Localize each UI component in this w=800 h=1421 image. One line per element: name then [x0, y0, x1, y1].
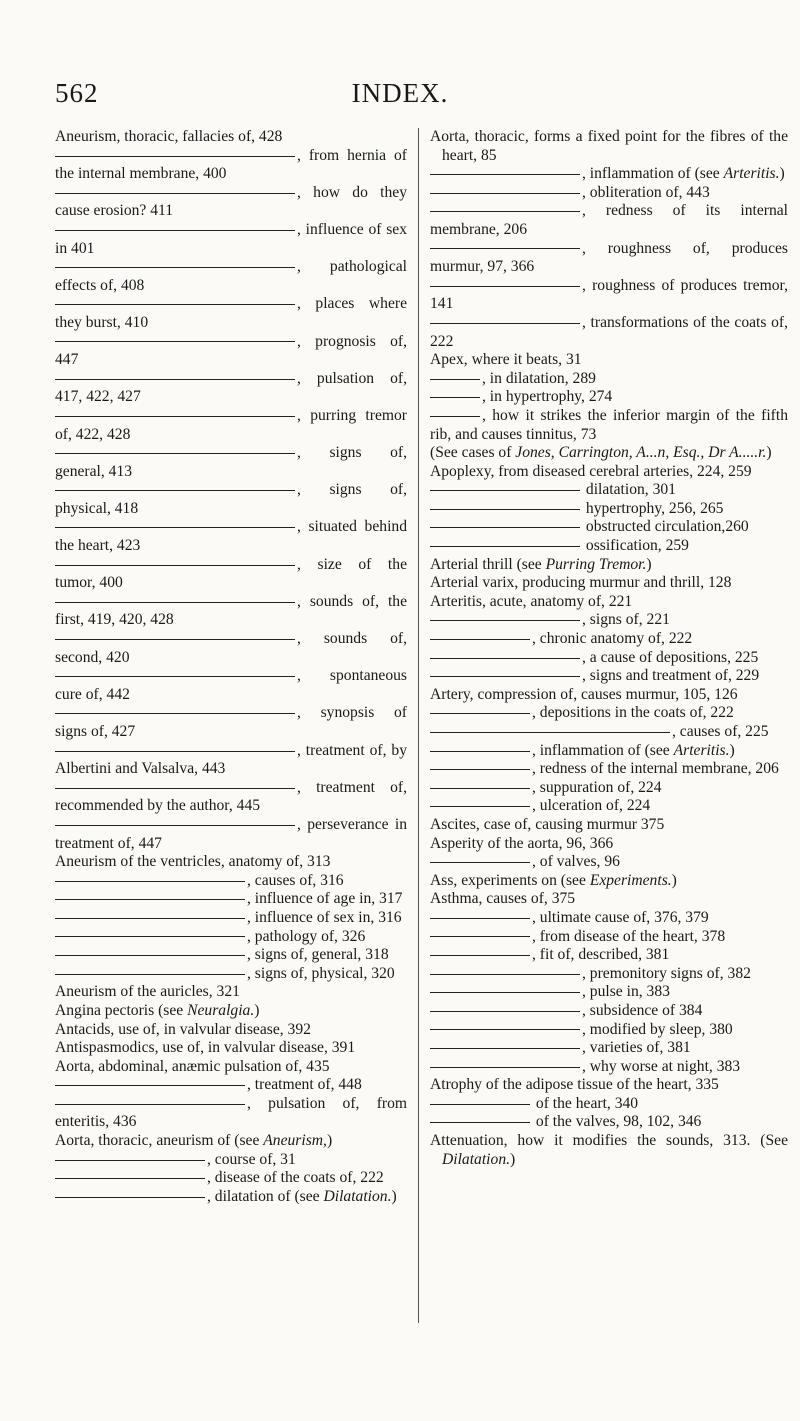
ditto-rule — [430, 806, 530, 807]
index-subentry — [430, 1021, 788, 1040]
ditto-rule — [430, 286, 580, 287]
entry-text: , pathological effects of, 408 — [55, 258, 407, 294]
index-subentry — [55, 779, 407, 816]
entry-text: Asthma, causes of, 375 — [430, 890, 576, 908]
index-subentry — [430, 853, 788, 872]
ditto-rule — [430, 788, 530, 789]
ditto-rule — [55, 1085, 245, 1086]
index-subentry — [430, 388, 788, 407]
ditto-rule — [430, 769, 530, 770]
index-entry — [430, 593, 788, 612]
index-subentry — [430, 1113, 788, 1132]
entry-text: Angina pectoris (see — [55, 1001, 188, 1019]
index-subentry — [430, 240, 788, 277]
entry-text: , subsidence of 384 — [582, 1001, 703, 1019]
ditto-rule — [55, 1178, 205, 1179]
entry-text: , signs of, general, 318 — [247, 946, 389, 964]
index-entry — [430, 574, 788, 593]
index-subentry — [430, 370, 788, 389]
entry-text: , roughness of produces tremor, 141 — [430, 276, 788, 313]
ditto-rule — [430, 323, 580, 324]
entry-text: Atrophy of the adipose tissue of the heart, 335 — [430, 1076, 719, 1094]
entry-text: , premonitory signs of, 382 — [582, 964, 751, 982]
entry-text: , influence of age in, 317 — [247, 890, 403, 908]
entry-text: , from disease of the heart, 378 — [532, 927, 726, 945]
entry-crossref: Arteritis. — [673, 741, 730, 759]
entry-text: , modified by sleep, 380 — [582, 1020, 733, 1038]
ditto-rule — [430, 918, 530, 919]
entry-text: , roughness of, produces murmur, 97, 366 — [430, 239, 788, 276]
entry-text: Aneurism of the ventricles, anatomy of, 313 — [55, 853, 331, 871]
index-subentry — [55, 1076, 407, 1095]
entry-text: , pulsation of, from enteritis, 436 — [55, 1094, 407, 1131]
entry-text: , signs of, 221 — [582, 611, 670, 629]
entry-crossref: Jones, Carrington, A...n, Esq., Dr A.....r. — [515, 444, 767, 462]
index-subentry — [55, 481, 407, 518]
ditto-rule — [430, 676, 580, 677]
ditto-rule — [55, 825, 295, 826]
ditto-rule — [55, 639, 295, 640]
index-subentry — [55, 593, 407, 630]
entry-text: Apoplexy, from diseased cerebral arteries, 224, 259 — [430, 462, 752, 480]
ditto-rule — [55, 602, 295, 603]
entry-text-after: ) — [779, 165, 785, 183]
index-entry — [55, 1021, 407, 1040]
ditto-rule — [430, 992, 580, 993]
index-entry — [430, 872, 788, 891]
index-subentry — [430, 928, 788, 947]
entry-text: , perseverance in treatment of, 447 — [55, 815, 407, 852]
index-subentry — [430, 630, 788, 649]
entry-crossref: Neuralgia. — [187, 1001, 255, 1019]
index-subentry — [430, 909, 788, 928]
ditto-rule — [55, 527, 295, 528]
ditto-rule — [55, 936, 245, 937]
entry-text-after: ) — [254, 1001, 260, 1019]
index-subentry — [430, 202, 788, 239]
entry-crossref: Purring Tremor. — [545, 555, 647, 573]
entry-text-after: ) — [326, 1132, 333, 1150]
entry-text: Antacids, use of, in valvular disease, 392 — [55, 1020, 311, 1038]
entry-text: ossification, 259 — [582, 537, 689, 555]
entry-text: Aorta, abdominal, anæmic pulsation of, 435 — [55, 1057, 330, 1075]
entry-text: , in hypertrophy, 274 — [482, 388, 613, 406]
index-subentry — [430, 1095, 788, 1114]
entry-text: of the heart, 340 — [532, 1094, 639, 1112]
index-subentry — [430, 481, 788, 500]
ditto-rule — [430, 1104, 530, 1105]
entry-text: Ass, experiments on (see — [430, 871, 590, 889]
ditto-rule — [430, 936, 530, 937]
index-subentry — [430, 760, 788, 779]
entry-text: , size of the tumor, 400 — [55, 555, 407, 592]
index-subentry — [55, 295, 407, 332]
page-number: 562 — [55, 78, 99, 108]
index-subentry — [430, 1058, 788, 1077]
entry-text: Ascites, case of, causing murmur 375 — [430, 815, 665, 833]
index-entry — [55, 1002, 407, 1021]
entry-text: , redness of its internal membrane, 206 — [430, 202, 788, 238]
index-entry — [430, 1132, 788, 1169]
index-subentry — [55, 946, 407, 965]
entry-text: obstructed circulation,260 — [582, 518, 749, 536]
entry-text: , pulsation of, 417, 422, 427 — [55, 369, 407, 406]
index-subentry — [430, 537, 788, 556]
index-subentry — [430, 1039, 788, 1058]
entry-text: , pathology of, 326 — [247, 927, 366, 945]
entry-text: , treatment of, recommended by the author, 445 — [55, 778, 407, 815]
entry-crossref: Dilatation. — [323, 1187, 392, 1205]
ditto-rule — [55, 341, 295, 342]
index-subentry — [430, 314, 788, 351]
ditto-rule — [55, 788, 295, 789]
entry-text: , treatment of, 448 — [247, 1076, 362, 1094]
entry-text: , how do they cause erosion? 411 — [55, 183, 407, 220]
entry-crossref: Experiments. — [589, 871, 672, 889]
index-subentry — [55, 258, 407, 295]
index-subentry — [430, 649, 788, 668]
entry-text: , why worse at night, 383 — [582, 1057, 741, 1075]
index-entry — [430, 890, 788, 909]
index-entry — [430, 463, 788, 482]
index-entry — [430, 1076, 788, 1095]
index-subentry — [430, 1002, 788, 1021]
index-subentry — [55, 518, 407, 555]
entry-text: , in dilatation, 289 — [482, 369, 596, 387]
ditto-rule — [430, 174, 580, 175]
entry-text: , dilatation of (see — [207, 1187, 324, 1205]
entry-text: , inflammation of (see — [582, 165, 724, 183]
entry-text: (See cases of — [430, 444, 516, 462]
ditto-rule — [430, 713, 530, 714]
index-entry — [430, 556, 788, 575]
index-subentry — [55, 704, 407, 741]
index-entry — [430, 128, 788, 165]
entry-text: Artery, compression of, causes murmur, 105, 126 — [430, 685, 738, 703]
entry-text: , of valves, 96 — [532, 853, 620, 871]
ditto-rule — [430, 248, 580, 249]
entry-text: Arterial varix, producing murmur and thrill, 128 — [430, 574, 732, 592]
index-subentry — [55, 965, 407, 984]
ditto-rule — [55, 453, 295, 454]
entry-text: , obliteration of, 443 — [582, 183, 710, 201]
index-subentry — [430, 518, 788, 537]
entry-text: , fit of, described, 381 — [532, 946, 670, 964]
index-entry — [430, 444, 788, 463]
entry-text: , synopsis of signs of, 427 — [55, 704, 407, 740]
ditto-rule — [430, 732, 670, 733]
ditto-rule — [430, 416, 480, 417]
entry-text: , inflammation of (see — [532, 741, 674, 759]
entry-text: Antispasmodics, use of, in valvular disease, 391 — [55, 1039, 356, 1057]
ditto-rule — [55, 379, 295, 380]
ditto-rule — [55, 881, 245, 882]
ditto-rule — [430, 397, 480, 398]
index-entry — [55, 983, 407, 1002]
entry-crossref: Arteritis. — [723, 165, 780, 183]
ditto-rule — [55, 676, 295, 677]
index-entry — [55, 1058, 407, 1077]
index-entry — [55, 128, 407, 147]
ditto-rule — [55, 490, 295, 491]
ditto-rule — [55, 955, 245, 956]
entry-text: , signs of, general, 413 — [55, 444, 407, 480]
entry-text: , depositions in the coats of, 222 — [532, 704, 734, 722]
entry-text: Aorta, thoracic, aneurism of (see — [55, 1132, 264, 1150]
index-subentry — [430, 965, 788, 984]
ditto-rule — [430, 1067, 580, 1068]
index-subentry — [430, 704, 788, 723]
ditto-rule — [430, 639, 530, 640]
entry-crossref: Dilatation. — [442, 1150, 511, 1168]
entry-text: , prognosis of, 447 — [55, 332, 407, 369]
index-subentry — [55, 556, 407, 593]
entry-text: , treatment of, by Albertini and Valsalva, 443 — [55, 741, 407, 778]
ditto-rule — [55, 156, 295, 157]
index-subentry — [55, 667, 407, 704]
ditto-rule — [55, 193, 295, 194]
index-subentry — [430, 723, 788, 742]
entry-text: , signs of, physical, 320 — [247, 964, 395, 982]
ditto-rule — [430, 193, 580, 194]
entry-text: , disease of the coats of, 222 — [207, 1169, 384, 1187]
entry-text: , sounds of, the first, 419, 420, 428 — [55, 592, 407, 629]
entry-text: , situated behind the heart, 423 — [55, 518, 407, 555]
entry-text: , a cause of depositions, 225 — [582, 648, 759, 666]
column-divider — [418, 128, 419, 1323]
entry-text: Apex, where it beats, 31 — [430, 351, 582, 369]
entry-text: Aneurism, thoracic, fallacies of, 428 — [55, 128, 283, 145]
ditto-rule — [55, 974, 245, 975]
index-subentry — [55, 1095, 407, 1132]
entry-text: , redness of the internal membrane, 206 — [532, 760, 779, 778]
index-entry — [55, 1039, 407, 1058]
ditto-rule — [430, 490, 580, 491]
index-subentry — [55, 1188, 407, 1207]
entry-text: dilatation, 301 — [582, 481, 676, 499]
index-subentry — [55, 444, 407, 481]
ditto-rule — [430, 751, 530, 752]
ditto-rule — [430, 509, 580, 510]
index-subentry — [430, 407, 788, 444]
index-subentry — [55, 928, 407, 947]
entry-text: , course of, 31 — [207, 1150, 296, 1168]
ditto-rule — [55, 565, 295, 566]
index-subentry — [55, 147, 407, 184]
entry-text: , chronic anatomy of, 222 — [532, 630, 693, 648]
ditto-rule — [430, 211, 580, 212]
ditto-rule — [55, 267, 295, 268]
entry-text: , ulceration of, 224 — [532, 797, 651, 815]
index-subentry — [55, 407, 407, 444]
index-entry — [430, 686, 788, 705]
index-subentry — [430, 983, 788, 1002]
entry-text: Attenuation, how it modifies the sounds, 313. (See — [430, 1132, 788, 1150]
ditto-rule — [430, 1011, 580, 1012]
entry-text: , causes of, 316 — [247, 871, 344, 889]
index-entry — [430, 351, 788, 370]
index-subentry — [430, 165, 788, 184]
ditto-rule — [55, 416, 295, 417]
entry-text: Arteritis, acute, anatomy of, 221 — [430, 592, 633, 610]
entry-text: , purring tremor of, 422, 428 — [55, 406, 407, 443]
index-column-right — [430, 128, 788, 1169]
entry-text: , sounds of, second, 420 — [55, 630, 407, 666]
index-subentry — [55, 742, 407, 779]
entry-text: , transformations of the coats of, 222 — [430, 313, 788, 350]
entry-text: , ultimate cause of, 376, 379 — [532, 908, 709, 926]
entry-text: , pulse in, 383 — [582, 983, 670, 1001]
ditto-rule — [55, 713, 295, 714]
entry-text: Aneurism of the auricles, 321 — [55, 983, 240, 1001]
entry-text: , signs and treatment of, 229 — [582, 667, 760, 685]
index-column-left — [55, 128, 407, 1206]
ditto-rule — [430, 1048, 580, 1049]
ditto-rule — [55, 899, 245, 900]
index-subentry — [430, 611, 788, 630]
entry-text: of the valves, 98, 102, 346 — [532, 1113, 702, 1131]
entry-text-after: ) — [646, 555, 652, 573]
entry-text-after: ) — [729, 741, 735, 759]
index-subentry — [430, 742, 788, 761]
ditto-rule — [55, 304, 295, 305]
running-title: INDEX. — [351, 78, 449, 108]
index-subentry — [430, 667, 788, 686]
ditto-rule — [55, 1104, 245, 1105]
index-entry — [430, 816, 788, 835]
entry-crossref: Aneurism, — [263, 1132, 327, 1150]
index-subentry — [55, 630, 407, 667]
entry-text: , spontaneous cure of, 442 — [55, 667, 407, 703]
index-subentry — [55, 1151, 407, 1170]
index-subentry — [55, 184, 407, 221]
index-subentry — [430, 500, 788, 519]
entry-text: , influence of sex in, 316 — [247, 908, 402, 926]
index-entry — [430, 835, 788, 854]
index-subentry — [55, 1169, 407, 1188]
ditto-rule — [55, 1197, 205, 1198]
ditto-rule — [55, 918, 245, 919]
index-subentry — [55, 333, 407, 370]
entry-text: Aorta, thoracic, forms a fixed point for the fibres of the heart, 85 — [430, 128, 788, 164]
index-subentry — [430, 946, 788, 965]
index-subentry — [55, 221, 407, 258]
ditto-rule — [55, 751, 295, 752]
entry-text: , influence of sex in 401 — [55, 220, 407, 257]
entry-text: , from hernia of the internal membrane, 400 — [55, 146, 407, 183]
index-subentry — [55, 909, 407, 928]
ditto-rule — [430, 955, 530, 956]
ditto-rule — [430, 1029, 580, 1030]
entry-text: , signs of, physical, 418 — [55, 481, 407, 517]
entry-text: , causes of, 225 — [672, 723, 769, 740]
page-header — [0, 78, 800, 118]
entry-text: Arterial thrill (see — [430, 555, 546, 573]
ditto-rule — [55, 230, 295, 231]
entry-text-after: ) — [391, 1187, 397, 1205]
index-subentry — [430, 277, 788, 314]
index-entry — [55, 1132, 407, 1151]
index-subentry — [430, 184, 788, 203]
index-subentry — [55, 370, 407, 407]
entry-text-after: ) — [671, 871, 677, 889]
ditto-rule — [430, 527, 580, 528]
entry-text: Asperity of the aorta, 96, 366 — [430, 834, 614, 852]
index-subentry — [430, 797, 788, 816]
entry-text: , how it strikes the inferior margin of the fifth rib, and causes tinnitus, 73 — [430, 406, 788, 443]
entry-text: , suppuration of, 224 — [532, 778, 662, 796]
entry-text-after: ) — [766, 444, 772, 462]
index-entry — [55, 853, 407, 872]
ditto-rule — [430, 620, 580, 621]
ditto-rule — [430, 546, 580, 547]
index-subentry — [55, 890, 407, 909]
entry-text: , places where they burst, 410 — [55, 295, 407, 331]
ditto-rule — [430, 379, 480, 380]
ditto-rule — [430, 974, 580, 975]
entry-text-after: ) — [510, 1150, 516, 1168]
entry-text: , varieties of, 381 — [582, 1039, 691, 1057]
ditto-rule — [430, 862, 530, 863]
ditto-rule — [430, 658, 580, 659]
index-subentry — [55, 816, 407, 853]
ditto-rule — [55, 1160, 205, 1161]
index-subentry — [55, 872, 407, 891]
ditto-rule — [430, 1122, 530, 1123]
entry-text: hypertrophy, 256, 265 — [582, 499, 724, 517]
index-subentry — [430, 779, 788, 798]
